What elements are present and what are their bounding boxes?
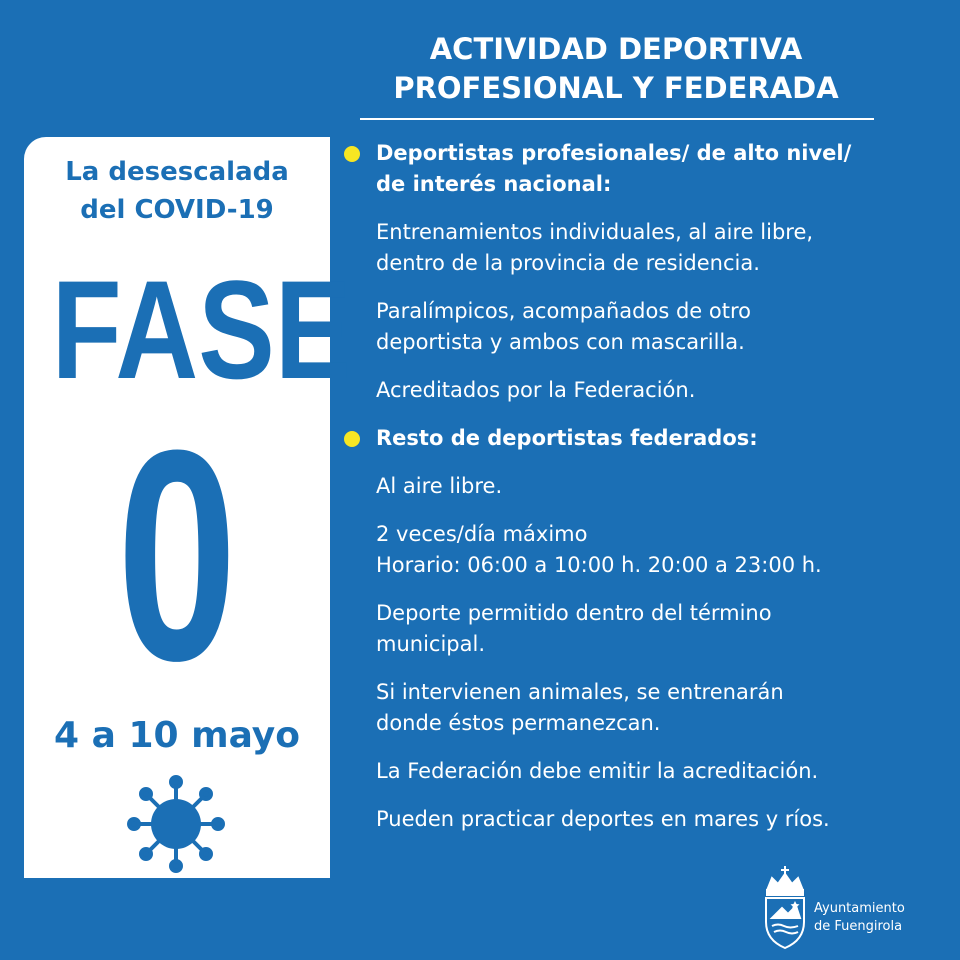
card-subtitle (24, 153, 330, 229)
rule-line: Deporte permitido dentro del término (376, 601, 772, 625)
phase-word: FASE (51, 251, 352, 408)
rules-content (342, 138, 942, 835)
title-line-1: ACTIVIDAD DEPORTIVA (429, 32, 803, 66)
phase-number: 0 (116, 387, 238, 723)
rule-item (342, 471, 942, 502)
rule-line: Entrenamientos individuales, al aire libre, (376, 220, 814, 244)
title-divider (360, 118, 874, 120)
coat-of-arms-icon (762, 866, 808, 950)
phase-dates: 4 a 10 mayo (54, 715, 300, 756)
rule-line: municipal. (376, 632, 485, 656)
city-logo (762, 866, 942, 950)
section-heading-line-1: Resto de deportistas federados: (376, 426, 758, 450)
rule-line: La Federación debe emitir la acreditación. (376, 759, 819, 783)
rule-item (342, 677, 942, 739)
rule-line: Pueden practicar deportes en mares y ríos. (376, 807, 830, 831)
rule-item (342, 598, 942, 660)
rule-line: deportista y ambos con mascarilla. (376, 330, 745, 354)
phase-card (24, 137, 352, 878)
rule-item (342, 375, 942, 406)
rule-item (342, 217, 942, 279)
rule-line: Al aire libre. (376, 474, 503, 498)
card-subtitle-line-2: del COVID-19 (80, 195, 274, 225)
virus-icon (126, 774, 226, 874)
rule-item (342, 519, 942, 581)
rule-line: donde éstos permanezcan. (376, 711, 661, 735)
rule-line: Acreditados por la Federación. (376, 378, 696, 402)
logo-line-2: de Fuengirola (814, 919, 903, 934)
rule-line: Paralímpicos, acompañados de otro (376, 299, 751, 323)
rule-item (342, 804, 942, 835)
section-heading-line-2: de interés nacional: (376, 172, 612, 196)
logo-text (814, 900, 905, 936)
section-heading-professional (342, 138, 942, 200)
title-line-2: PROFESIONAL Y FEDERADA (393, 71, 839, 105)
rule-line: 2 veces/día máximo (376, 522, 588, 546)
rule-item (342, 756, 942, 787)
rule-line: Horario: 06:00 a 10:00 h. 20:00 a 23:00 h. (376, 553, 822, 577)
bullet-dot (344, 146, 360, 162)
section-heading-line-1: Deportistas profesionales/ de alto nivel/ (376, 141, 852, 165)
rule-line: dentro de la provincia de residencia. (376, 251, 760, 275)
card-subtitle-line-1: La desescalada (65, 157, 289, 187)
rule-item (342, 296, 942, 358)
rule-line: Si intervienen animales, se entrenarán (376, 680, 784, 704)
poster-title (350, 30, 882, 108)
logo-line-1: Ayuntamiento (814, 901, 905, 916)
section-heading-federated (342, 423, 942, 454)
bullet-dot (344, 431, 360, 447)
